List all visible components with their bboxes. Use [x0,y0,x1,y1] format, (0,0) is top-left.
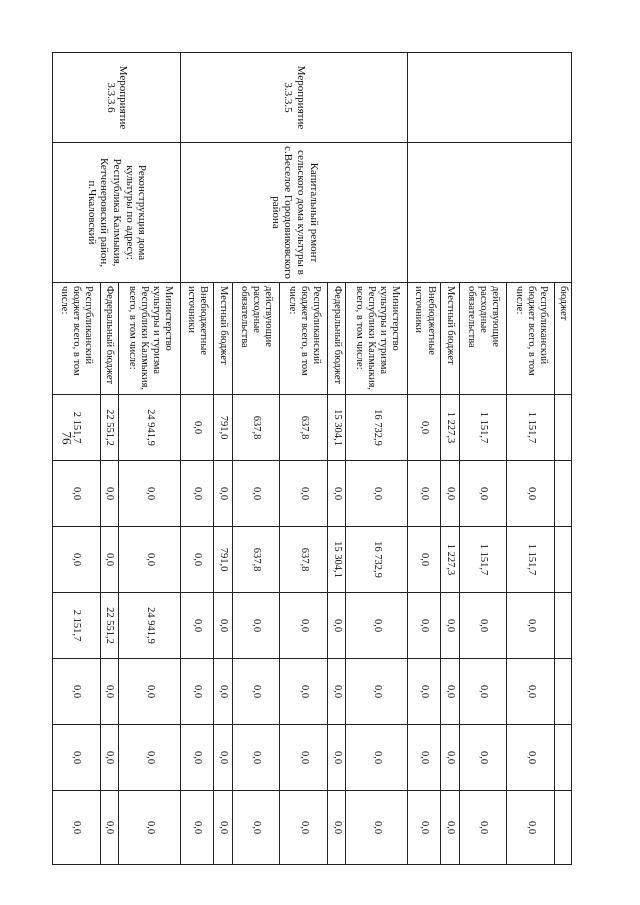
amount-cell: 15 304,1 [327,395,345,461]
amount-cell: 0,0 [181,725,214,791]
amount-cell: 0,0 [181,395,214,461]
amount-cell: 0,0 [327,791,345,865]
amount-cell: 0,0 [346,725,408,791]
amount-cell: 0,0 [232,791,280,865]
amount-cell: 2 151,7 [53,593,101,659]
amount-cell: 2 151,7 [53,395,101,461]
amount-cell: 0,0 [280,725,328,791]
amount-cell: 0,0 [507,791,555,865]
funding-source-cell: Внебюджетные источники [408,283,441,395]
amount-cell [555,791,572,865]
amount-cell: 0,0 [232,593,280,659]
funding-source-cell: действующие расходные обязательства [232,283,280,395]
amount-cell: 1 151,7 [459,527,507,593]
amount-cell: 0,0 [346,791,408,865]
amount-cell: 16 732,9 [346,527,408,593]
amount-cell: 0,0 [53,659,101,725]
amount-cell: 22 551,2 [100,593,118,659]
funding-source-cell: действующие расходные обязательства [459,283,507,395]
amount-cell: 24 941,9 [119,593,181,659]
page-number: 76 [59,431,75,445]
measure-cell [408,53,572,143]
amount-cell: 0,0 [119,725,181,791]
amount-cell: 0,0 [507,593,555,659]
amount-cell: 0,0 [459,461,507,527]
amount-cell: 0,0 [327,659,345,725]
amount-cell: 0,0 [346,659,408,725]
amount-cell: 0,0 [119,791,181,865]
amount-cell: 15 304,1 [327,527,345,593]
amount-cell: 0,0 [53,791,101,865]
amount-cell: 0,0 [280,461,328,527]
amount-cell: 0,0 [100,659,118,725]
amount-cell: 0,0 [214,725,232,791]
amount-cell: 637,8 [232,527,280,593]
amount-cell: 0,0 [100,791,118,865]
amount-cell: 0,0 [280,593,328,659]
amount-cell: 637,8 [280,527,328,593]
funding-source-cell: Местный бюджет [214,283,232,395]
measure-cell: Мероприятие 3.3.3.5 [181,53,408,143]
measure-cell: Мероприятие 3.3.3.6 [53,53,181,143]
measure-name-cell [408,143,572,283]
amount-cell: 1 227,3 [441,527,459,593]
funding-source-cell: Федеральный бюджет [100,283,118,395]
amount-cell: 0,0 [119,461,181,527]
funding-source-cell: бюджет [555,283,572,395]
funding-source-cell: Республиканский бюджет всего, в том числе: [507,283,555,395]
amount-cell: 24 941,9 [119,395,181,461]
amount-cell: 0,0 [100,461,118,527]
amount-cell: 0,0 [459,725,507,791]
amount-cell: 1 151,7 [459,395,507,461]
amount-cell: 0,0 [232,659,280,725]
measure-name-cell: Реконструкция дома культуры по адресу: Республика Калмыкия, Кетченеровский район, п.Чкаловский [53,143,181,283]
amount-cell [555,395,572,461]
budget-table-rotated [52,52,572,864]
table-body [53,53,572,865]
amount-cell: 0,0 [459,791,507,865]
amount-cell: 0,0 [214,659,232,725]
amount-cell: 0,0 [327,461,345,527]
table-row [119,53,181,865]
amount-cell: 791,0 [214,395,232,461]
funding-source-cell: Республиканский бюджет всего, в том числе: [280,283,328,395]
amount-cell: 0,0 [100,725,118,791]
amount-cell: 791,0 [214,527,232,593]
amount-cell: 0,0 [408,395,441,461]
amount-cell: 0,0 [441,659,459,725]
amount-cell: 0,0 [119,527,181,593]
amount-cell: 0,0 [441,791,459,865]
amount-cell: 0,0 [53,461,101,527]
amount-cell: 0,0 [232,725,280,791]
amount-cell: 0,0 [408,791,441,865]
amount-cell: 0,0 [441,461,459,527]
amount-cell: 0,0 [214,593,232,659]
amount-cell: 0,0 [459,659,507,725]
funding-source-cell: Министерство культуры и туризма Республики Калмыкия, всего, в том числе: [346,283,408,395]
amount-cell: 1 227,3 [441,395,459,461]
amount-cell: 0,0 [119,659,181,725]
amount-cell: 0,0 [408,659,441,725]
amount-cell: 0,0 [181,659,214,725]
amount-cell: 1 151,7 [507,527,555,593]
amount-cell: 0,0 [181,791,214,865]
amount-cell: 0,0 [280,791,328,865]
amount-cell: 0,0 [181,461,214,527]
amount-cell: 0,0 [327,725,345,791]
amount-cell: 637,8 [232,395,280,461]
funding-source-cell: Республиканский бюджет всего, в том числе: [53,283,101,395]
amount-cell: 0,0 [408,527,441,593]
funding-source-cell: Внебюджетные источники [181,283,214,395]
amount-cell: 0,0 [280,659,328,725]
amount-cell [555,659,572,725]
amount-cell: 0,0 [346,593,408,659]
amount-cell: 0,0 [181,593,214,659]
funding-source-cell: Министерство культуры и туризма Республики Калмыкия, всего, в том числе: [119,283,181,395]
funding-source-cell: Федеральный бюджет [327,283,345,395]
amount-cell: 0,0 [408,461,441,527]
amount-cell: 0,0 [441,593,459,659]
measure-name-cell: Капитальный ремонт сельского дома культуры в с.Веселое Городовиковского района [181,143,408,283]
amount-cell: 0,0 [408,725,441,791]
amount-cell: 0,0 [507,659,555,725]
amount-cell: 0,0 [214,791,232,865]
amount-cell: 0,0 [181,527,214,593]
budget-table [52,52,572,865]
amount-cell: 0,0 [53,527,101,593]
amount-cell: 16 732,9 [346,395,408,461]
amount-cell: 0,0 [507,461,555,527]
amount-cell: 0,0 [441,725,459,791]
amount-cell: 0,0 [346,461,408,527]
amount-cell: 637,8 [280,395,328,461]
table-row [555,53,572,865]
amount-cell [555,725,572,791]
funding-source-cell: Местный бюджет [441,283,459,395]
amount-cell [555,527,572,593]
amount-cell: 0,0 [408,593,441,659]
amount-cell: 0,0 [507,725,555,791]
amount-cell: 0,0 [232,461,280,527]
table-row [346,53,408,865]
amount-cell: 0,0 [100,527,118,593]
amount-cell: 0,0 [53,725,101,791]
amount-cell: 1 151,7 [507,395,555,461]
amount-cell: 0,0 [214,461,232,527]
amount-cell [555,461,572,527]
amount-cell: 0,0 [459,593,507,659]
amount-cell [555,593,572,659]
amount-cell: 0,0 [327,593,345,659]
amount-cell: 22 551,2 [100,395,118,461]
